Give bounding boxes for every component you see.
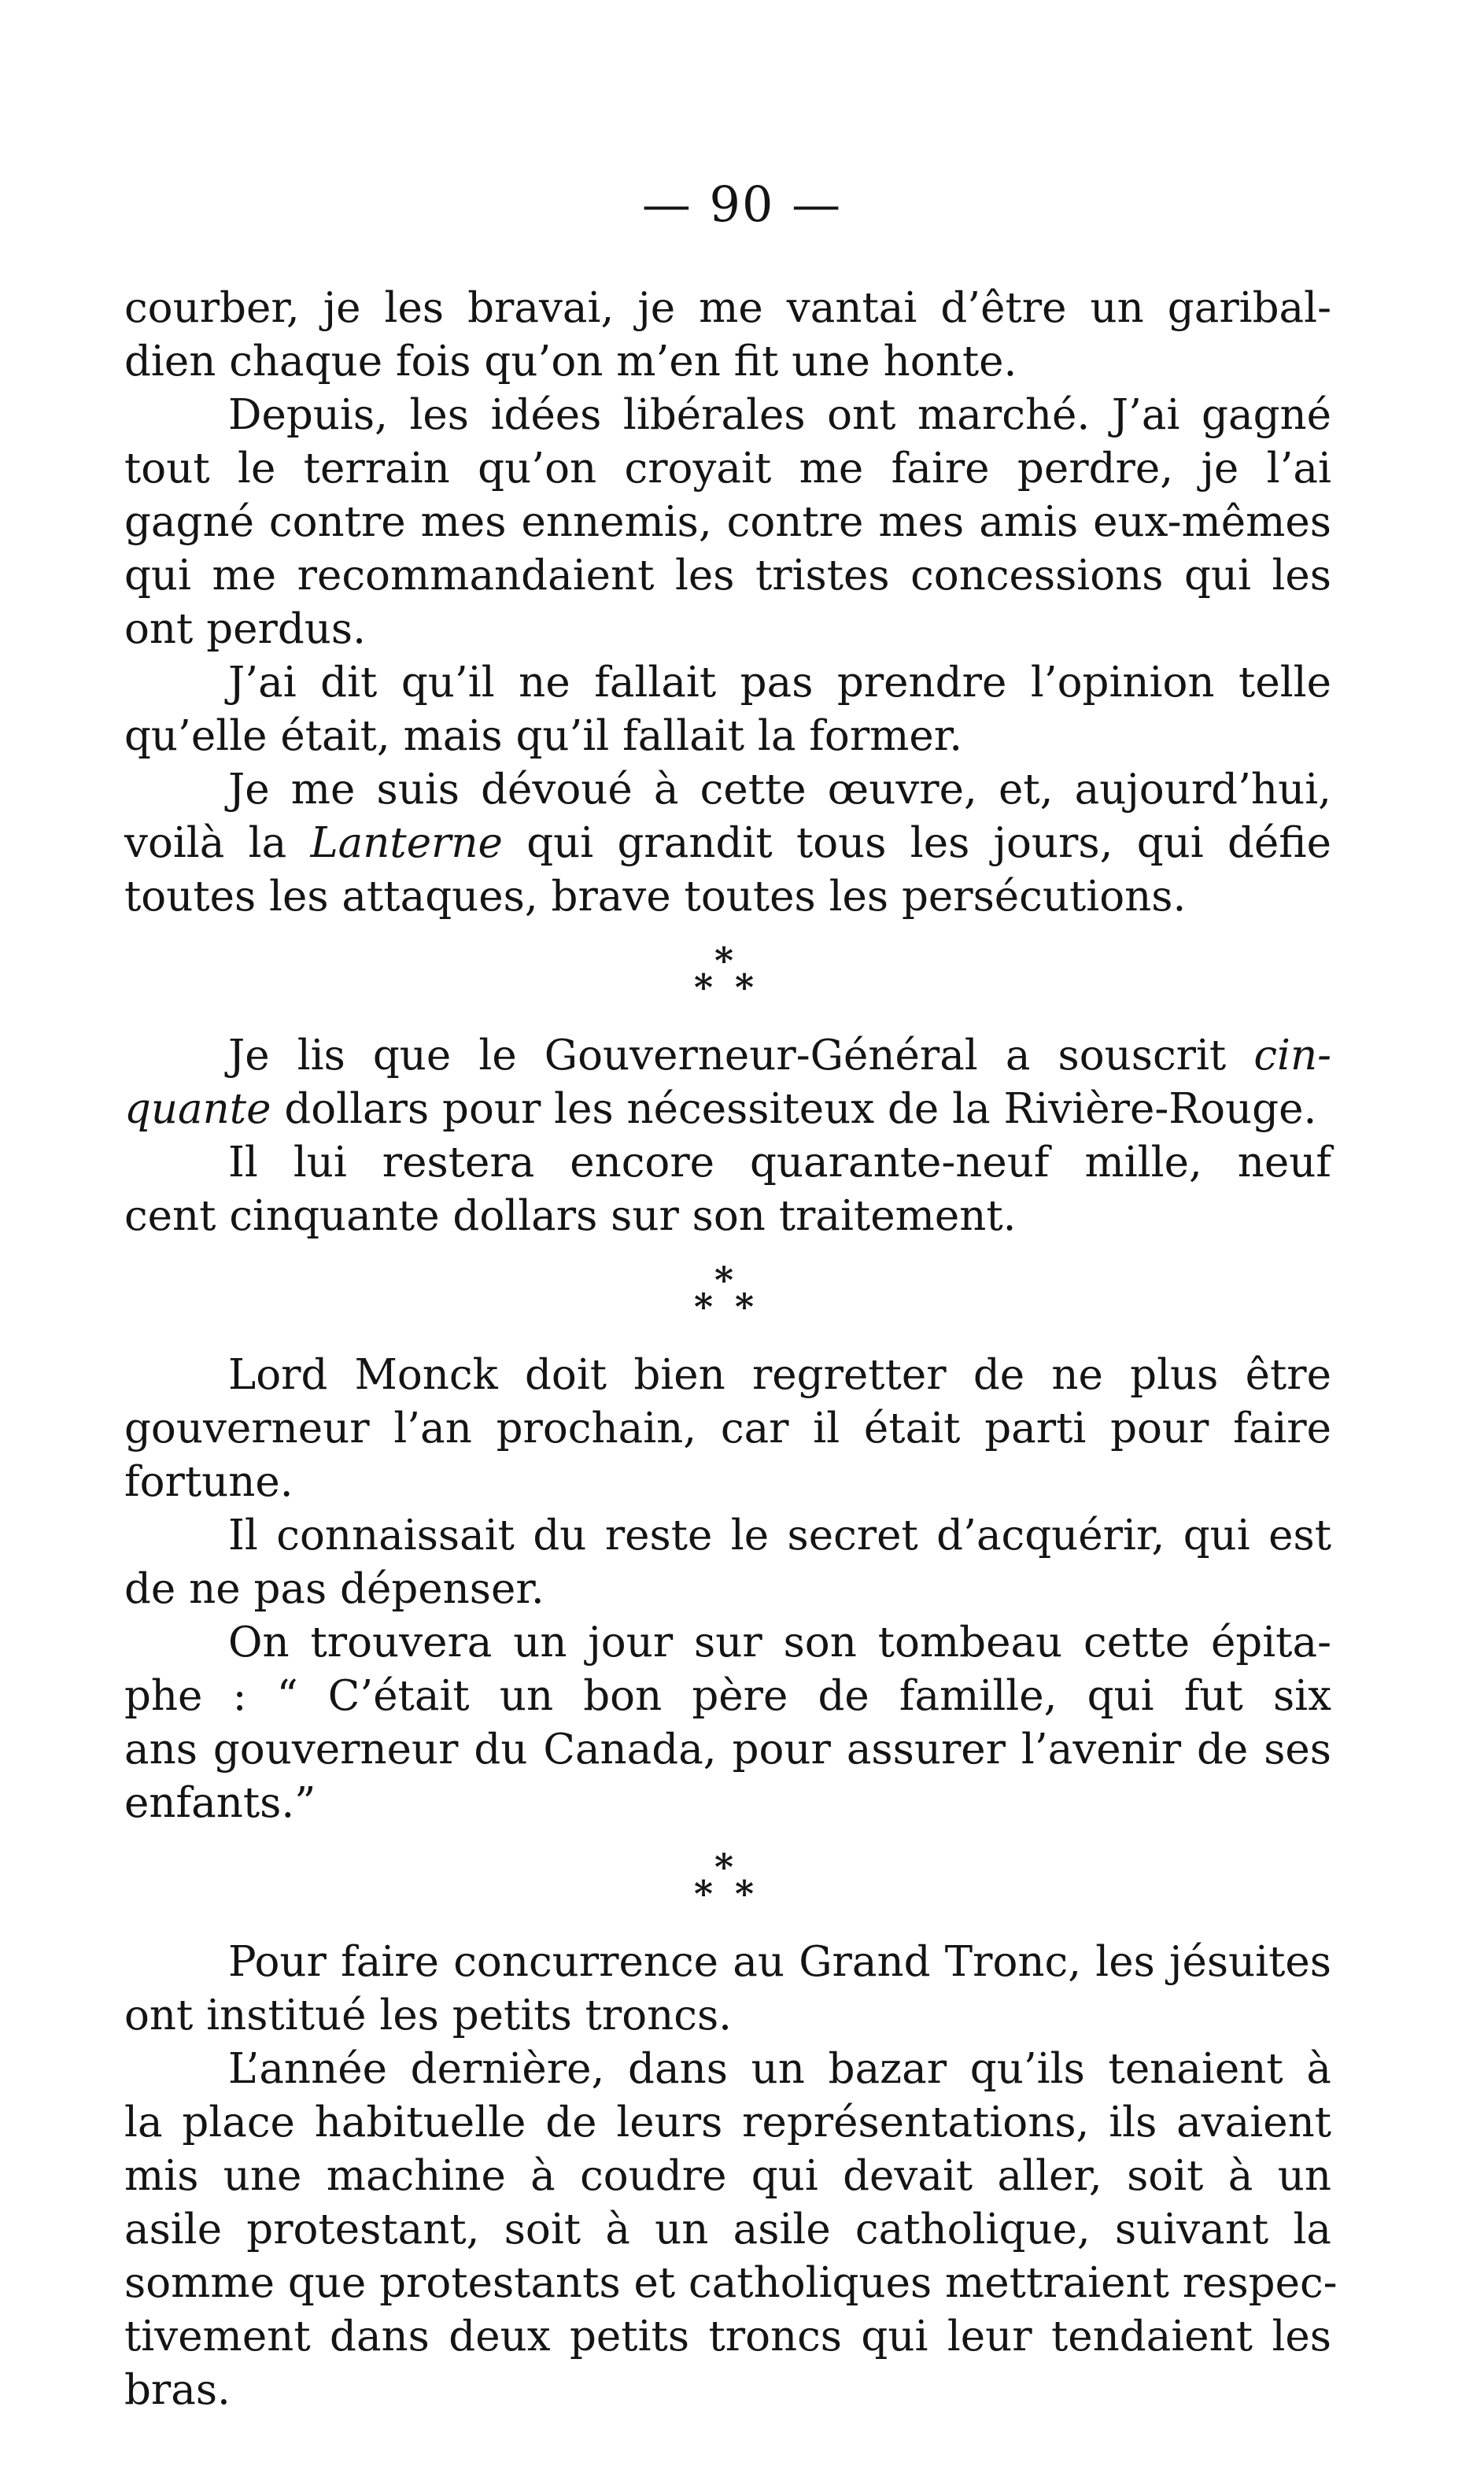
text-run: mis une machine à coudre qui devait aller, soit à un — [124, 2152, 1331, 2200]
paragraph — [124, 1616, 1331, 1830]
text-run: de ne pas dépenser. — [124, 1565, 545, 1613]
text-line — [124, 817, 1331, 870]
text-run: enfants.” — [124, 1779, 316, 1827]
asterisk-glyph: * — [694, 1873, 714, 1915]
asterisk-glyph: * — [735, 966, 755, 1009]
asterisk-glyph: * — [735, 1286, 755, 1328]
text-line — [124, 1190, 1331, 1243]
text-line — [124, 1456, 1331, 1509]
text-line — [124, 2257, 1338, 2310]
text-run: somme que protestants et catholiques mettraient respec- — [124, 2259, 1338, 2307]
asterisk-glyph: * — [714, 939, 734, 982]
text-run: Je me suis dévoué à cette œuvre, et, aujourd’hui, — [228, 766, 1331, 814]
text-run: toutes les attaques, brave toutes les persécutions. — [124, 873, 1187, 921]
paragraph — [124, 389, 1331, 656]
text-line — [124, 2096, 1331, 2150]
text-line — [124, 763, 1331, 817]
text-run: On trouvera un jour sur son tombeau cette épita- — [228, 1619, 1331, 1667]
italic-text: cin- — [1253, 1032, 1331, 1080]
text-run: ont institué les petits troncs. — [124, 1992, 733, 2039]
text-run: Pour faire concurrence au Grand Tronc, les jésuites — [228, 1938, 1331, 1986]
text-run: voilà la — [124, 819, 311, 867]
text-run: ont perdus. — [124, 605, 366, 653]
text-line — [124, 1670, 1331, 1723]
text-run: tivement dans deux petits troncs qui leur tendaient les — [124, 2313, 1331, 2361]
text-run: tout le terrain qu’on croyait me faire perdre, je l’ai — [124, 445, 1331, 493]
paragraph — [124, 763, 1331, 924]
paragraph — [124, 656, 1331, 763]
asterism-separator — [124, 1830, 1331, 1936]
italic-text: quante — [124, 1085, 271, 1133]
text-run: asile protestant, soit à un asile catholique, suivant la — [124, 2206, 1331, 2254]
text-run: la place habituelle de leurs représentations, ils avaient — [124, 2099, 1331, 2147]
page-body — [124, 282, 1338, 2417]
text-run: cent cinquante dollars sur son traitement. — [124, 1192, 1017, 1240]
text-run: L’année dernière, dans un bazar qu’ils tenaient à — [228, 2045, 1331, 2093]
page-number: — 90 — — [641, 175, 843, 233]
paragraph — [124, 1029, 1331, 1136]
text-run: Lord Monck doit bien regretter de ne plus être — [228, 1351, 1331, 1399]
asterism-separator — [124, 924, 1331, 1029]
text-line — [124, 1563, 1331, 1616]
text-line — [124, 603, 1331, 656]
paragraph — [124, 1136, 1331, 1243]
text-line — [124, 2150, 1331, 2203]
text-line — [124, 335, 1331, 389]
asterism-separator — [124, 1243, 1331, 1349]
asterisk-glyph: * — [735, 1873, 755, 1915]
text-line — [124, 1083, 1331, 1136]
text-line — [124, 1029, 1331, 1083]
text-run: Il lui restera encore quarante-neuf mille, neuf — [228, 1139, 1331, 1187]
text-line — [124, 496, 1331, 549]
text-run: fortune. — [124, 1458, 293, 1506]
text-line — [124, 549, 1331, 603]
text-line — [124, 1402, 1331, 1456]
asterisk-glyph: * — [694, 966, 714, 1009]
text-line — [124, 1349, 1331, 1402]
text-run: bras. — [124, 2366, 231, 2414]
text-line — [124, 1777, 1331, 1830]
text-line — [124, 2310, 1331, 2364]
asterisk-glyph: * — [714, 1846, 734, 1888]
text-line — [124, 710, 1331, 763]
text-line — [124, 2203, 1331, 2257]
italic-text: Lanterne — [310, 819, 503, 867]
text-line — [124, 870, 1331, 924]
text-line — [124, 1936, 1331, 1989]
text-line — [124, 656, 1331, 710]
paragraph — [124, 1349, 1331, 1509]
text-run: ans gouverneur du Canada, pour assurer l’avenir de ses — [124, 1726, 1331, 1774]
text-line — [124, 2364, 1331, 2417]
text-run: gouverneur l’an prochain, car il était parti pour faire — [124, 1405, 1331, 1453]
text-line — [124, 1989, 1331, 2043]
text-run: courber, je les bravai, je me vantai d’être un garibal- — [124, 284, 1331, 332]
text-line — [124, 442, 1331, 496]
text-line — [124, 1723, 1331, 1777]
text-run: qui grandit tous les jours, qui défie — [502, 819, 1332, 867]
text-run: qui me recommandaient les tristes concessions qui les — [124, 552, 1331, 600]
asterisk-glyph: * — [714, 1259, 734, 1301]
text-run: J’ai dit qu’il ne fallait pas prendre l’opinion telle — [228, 659, 1331, 707]
paragraph — [124, 282, 1331, 389]
text-run: Je lis que le Gouverneur-Général a souscrit — [228, 1032, 1254, 1080]
paragraph — [124, 1936, 1331, 2043]
text-line — [124, 2043, 1331, 2096]
text-line — [124, 389, 1331, 442]
text-run: dien chaque fois qu’on m’en fit une honte. — [124, 338, 1017, 386]
text-run: qu’elle était, mais qu’il fallait la former. — [124, 712, 963, 760]
text-line — [124, 1136, 1331, 1190]
text-run: phe : “ C’était un bon père de famille, qui fut six — [124, 1672, 1331, 1720]
text-line — [124, 1616, 1331, 1670]
text-run: Il connaissait du reste le secret d’acquérir, qui est — [228, 1512, 1331, 1560]
paragraph — [124, 1509, 1331, 1616]
paragraph — [124, 2043, 1338, 2417]
text-line — [124, 1509, 1331, 1563]
text-run: Depuis, les idées libérales ont marché. J’ai gagné — [228, 391, 1331, 439]
asterisk-glyph: * — [694, 1286, 714, 1328]
text-run: dollars pour les nécessiteux de la Rivière-Rouge. — [271, 1085, 1317, 1133]
text-run: gagné contre mes ennemis, contre mes amis eux-mêmes — [124, 498, 1331, 546]
text-line — [124, 282, 1331, 335]
